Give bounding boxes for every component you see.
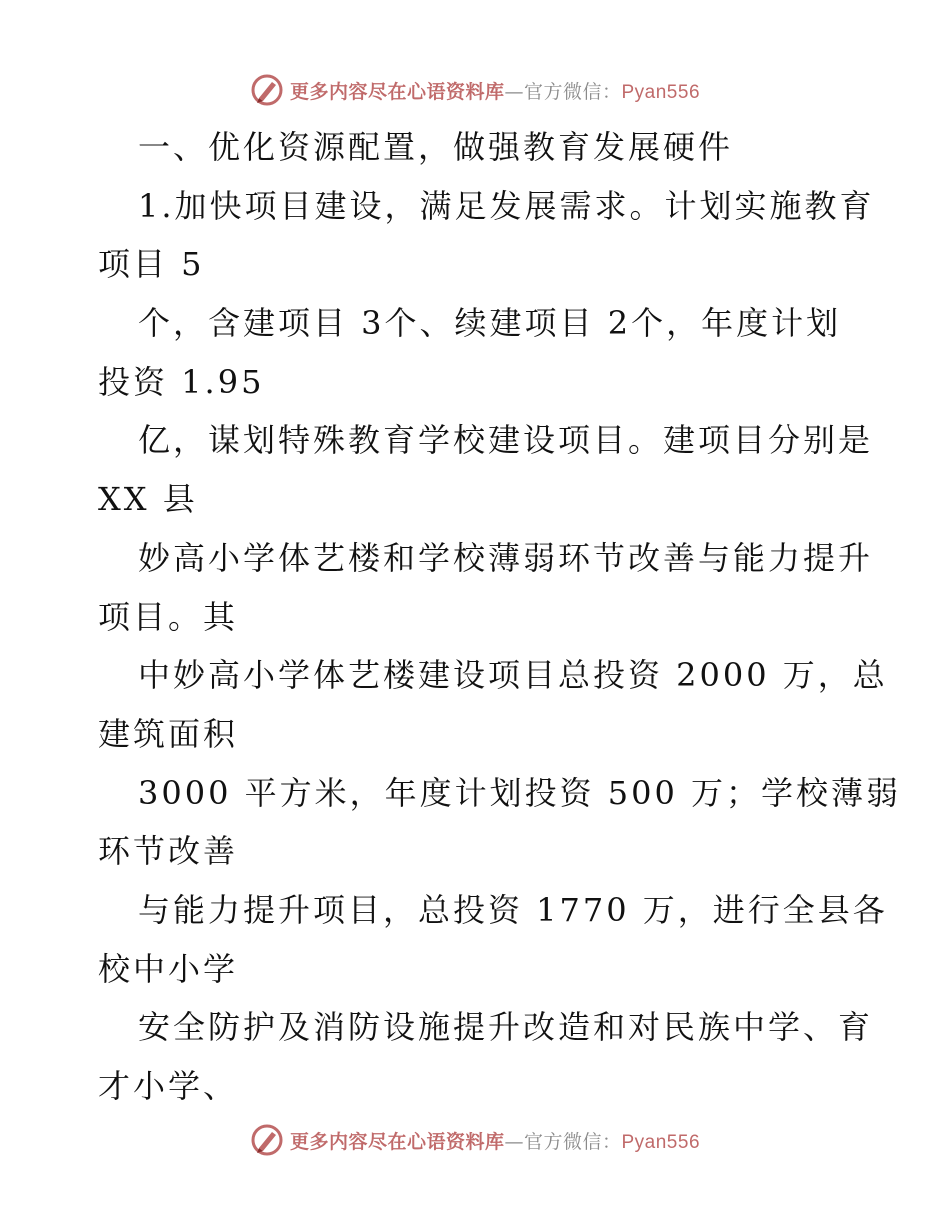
watermark-text: 更多内容尽在心语资料库—官方微信：Pyan556 xyxy=(289,80,701,103)
paragraph-line: 项目。其 xyxy=(98,597,239,636)
paragraph-line: 3000 平方米，年度计划投资 500 万；学校薄弱 xyxy=(138,773,902,812)
paragraph-line: 校中小学 xyxy=(98,949,239,988)
footer-watermark xyxy=(0,1120,950,1160)
section-heading: 一、优化资源配置，做强教育发展硬件 xyxy=(138,128,734,166)
paragraph-line: 中妙高小学体艺楼建设项目总投资 2000 万，总 xyxy=(138,656,888,695)
pen-seal-icon xyxy=(250,73,284,107)
paragraph-line: XX 县 xyxy=(98,480,198,519)
paragraph-line: 项目 5 xyxy=(98,245,205,284)
paragraph-line: 1.加快项目建设，满足发展需求。计划实施教育 xyxy=(138,186,875,225)
paragraph-line: 安全防护及消防设施提升改造和对民族中学、育 xyxy=(138,1008,874,1047)
pen-seal-icon xyxy=(250,1123,284,1157)
paragraph-line: 个，含建项目 3个、续建项目 2个，年度计划 xyxy=(138,304,842,343)
paragraph-line: 环节改善 xyxy=(98,832,239,871)
watermark-text: 更多内容尽在心语资料库—官方微信：Pyan556 xyxy=(289,1130,701,1153)
header-watermark xyxy=(0,70,950,110)
paragraph-line: 亿，谋划特殊教育学校建设项目。建项目分别是 xyxy=(138,421,874,460)
paragraph-line: 投资 1.95 xyxy=(98,362,265,401)
paragraph-line: 妙高小学体艺楼和学校薄弱环节改善与能力提升 xyxy=(138,538,874,577)
paragraph-line: 与能力提升项目，总投资 1770 万，进行全县各 xyxy=(138,890,888,929)
paragraph-line: 才小学、 xyxy=(98,1067,239,1105)
paragraph-line: 建筑面积 xyxy=(98,714,239,753)
document-body xyxy=(98,118,902,1116)
